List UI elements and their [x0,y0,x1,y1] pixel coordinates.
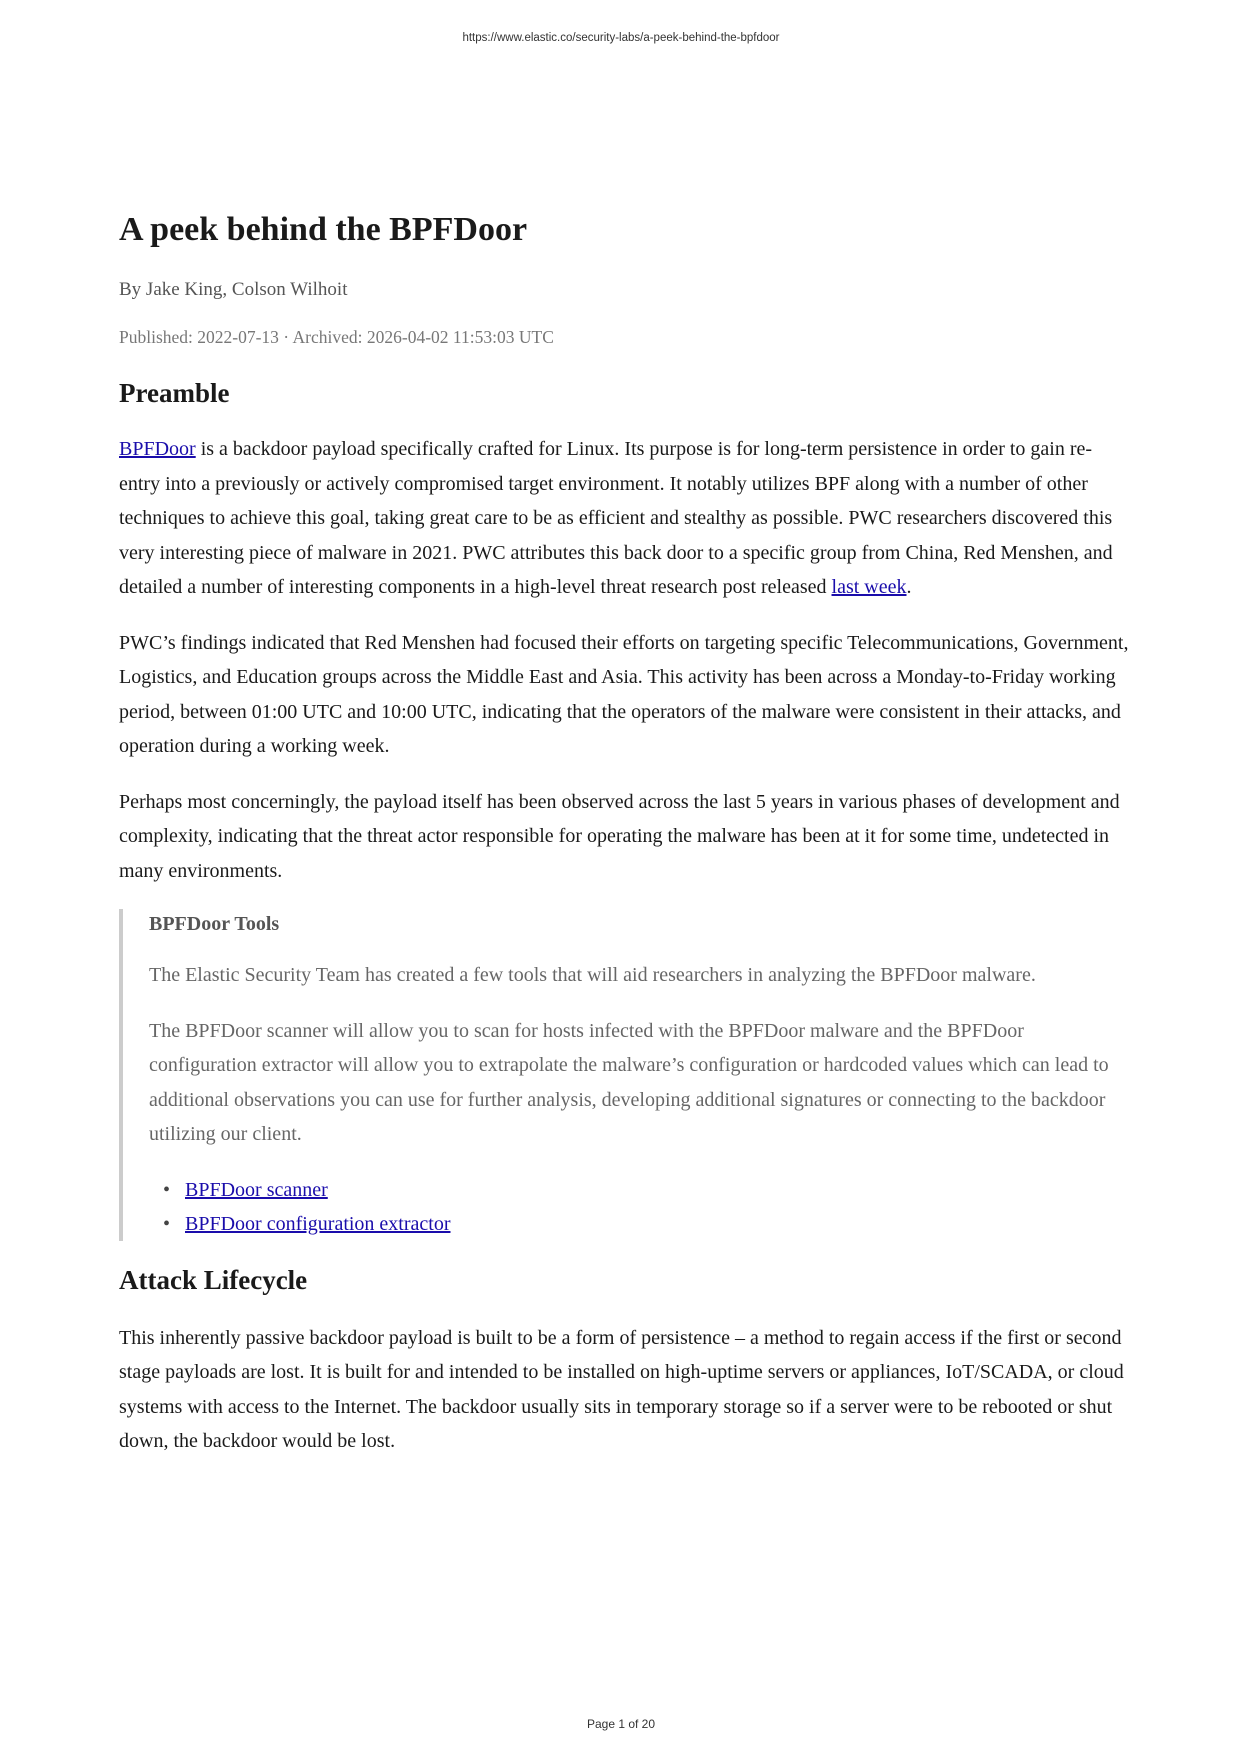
last-week-link[interactable]: last week [831,576,907,598]
page-url: https://www.elastic.co/security-labs/a-peek-behind-the-bpfdoor [462,32,780,44]
bullet-icon: • [163,1178,171,1201]
callout-paragraph-1: The Elastic Security Team has created a few tools that will aid researchers in analyzing the BPFDoor malware. [149,964,1036,986]
preamble-paragraph-1 [119,432,1129,605]
preamble-paragraph-1-text: is a backdoor payload specifically crafted for Linux. Its purpose is for long-term persistence in order to gain re-entry into a previously or actively compromised target environment. It notably utilizes BPF along with a number of other techniques to achieve this goal, taking great care to be as efficient and stealthy as possible. PWC researchers discovered this very interesting piece of malware in 2021. PWC attributes this back door to a specific group from China, Red Menshen, and detailed a number of interesting components in a high-level threat research post released [119,438,1113,598]
bpfdoor-scanner-link[interactable]: BPFDoor scanner [185,1178,328,1201]
callout-link-list [149,1173,1129,1241]
article-meta: Published: 2022-07-13 · Archived: 2026-04-02 11:53:03 UTC [119,327,554,347]
tools-callout [119,909,1129,1241]
callout-title: BPFDoor Tools [149,913,280,935]
bpfdoor-config-extractor-link[interactable]: BPFDoor configuration extractor [185,1212,451,1235]
list-item [163,1207,1129,1241]
page-number: Page 1 of 20 [586,1717,656,1731]
list-item [163,1173,1129,1207]
article-title: A peek behind the BPFDoor [119,211,528,248]
article-content [119,210,1129,1480]
preamble-paragraph-3: Perhaps most concerningly, the payload itself has been observed across the last 5 years in various phases of development and complexity, indicating that the threat actor responsible for operating the malware has been at it for some time, undetected in many environments. [119,790,1120,882]
preamble-paragraph-2: PWC’s findings indicated that Red Menshen had focused their efforts on targeting specific Telecommunications, Government, Logistics, and Education groups across the Middle East and Asia. This activity has been across a Monday-to-Friday working period, between 01:00 UTC and 10:00 UTC, indicating that the operators of the malware were consistent in their attacks, and operation during a working week. [119,631,1129,757]
preamble-paragraph-1-end: . [906,576,912,598]
preamble-heading: Preamble [119,378,230,408]
bullet-icon: • [163,1212,171,1235]
article-byline: By Jake King, Colson Wilhoit [119,279,348,300]
bpfdoor-link[interactable]: BPFDoor [119,438,196,460]
attack-lifecycle-heading: Attack Lifecycle [119,1264,308,1295]
callout-paragraph-2: The BPFDoor scanner will allow you to scan for hosts infected with the BPFDoor malware and the BPFDoor configuration extractor will allow you to extrapolate the malware’s configuration or hardcoded values which can lead to additional observations you can use for further analysis, developing additional signatures or connecting to the backdoor utilizing our client. [149,1019,1109,1145]
lifecycle-paragraph-1: This inherently passive backdoor payload is built to be a form of persistence – a method to regain access if the first or second stage payloads are lost. It is built for and intended to be installed on high-uptime servers or appliances, IoT/SCADA, or cloud systems with access to the Internet. The backdoor usually sits in temporary storage so if a server were to be rebooted or shut down, the backdoor would be lost. [119,1326,1124,1452]
